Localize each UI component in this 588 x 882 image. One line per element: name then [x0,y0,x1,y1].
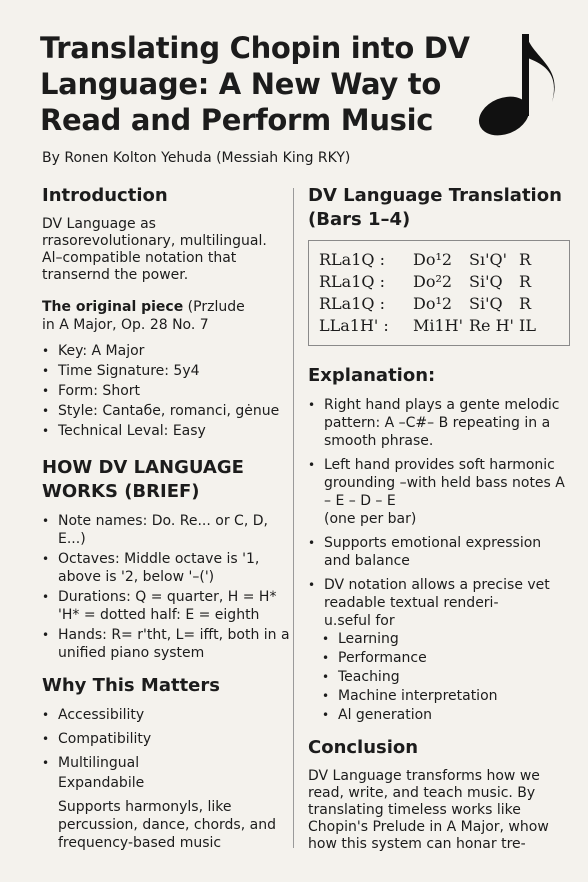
left-column [42,184,290,852]
list-item: • Compatibility [42,730,290,748]
list-item: • Hands: R= r'tht, L= ifft, both in a unified piano system [42,626,290,662]
table-cell: Si'Q [469,272,503,291]
intro-heading: Introduction [42,185,168,206]
table-cell: Mi1H' [413,316,464,335]
why-list [42,706,290,772]
list-item: • Teaching [308,668,570,686]
list-item: • Right hand plays a gente melodic pattern: A –C#– B repeating in a smooth phrase. [308,396,570,450]
table-row [319,315,559,337]
table-cell: R [519,294,532,313]
table-cell: R [519,250,532,269]
table-row [319,293,559,315]
list-item: • Time Signature: 5y4 [42,362,290,380]
list-item: • Key: A Major [42,342,290,360]
table-cell: Do¹2 [413,294,453,313]
translation-table [308,240,570,346]
table-cell: RLa1Q : [319,294,385,313]
conclusion-heading: Conclusion [308,737,419,758]
why-heading: Why This Matters [42,675,220,696]
how-list [42,512,290,662]
page-title: Translating Chopin into DV Language: A New Way to Read and Perform Music [40,31,470,137]
column-divider [293,188,294,848]
piece-details-list [42,342,290,440]
why-plain-item: Expandabile [58,775,145,791]
table-cell: RLa1Q : [319,250,385,269]
how-heading: HOW DV LANGUAGE WORKS (BRIEF) [42,457,244,502]
table-cell: LLa1H' : [319,316,389,335]
list-item: • Octaves: Middle octave is '1, above is '2, below '–(') [42,550,290,586]
list-item: • Al generation [308,706,570,724]
useful-label: u.seful for [324,613,395,629]
table-row [319,271,559,293]
explanation-list [308,396,570,510]
list-item: • Machine interpretation [308,687,570,705]
table-cell: RLa1Q : [319,272,385,291]
list-item: • Accessibility [42,706,290,724]
table-cell: R [519,272,532,291]
table-cell: Si'Q [469,294,503,313]
byline: By Ronen Kolton Yehuda (Messiah King RKY) [42,150,351,166]
list-item: • Note names: Do. Re... or C, D, E...) [42,512,290,548]
original-label-line2: in A Major, Op. 28 No. 7 [42,317,209,333]
useful-list [308,630,570,724]
list-item: • Left hand provides soft harmonic grounding –with held bass notes A – E – D – E [308,456,570,510]
intro-text: DV Language as rrasorevolutionary, multilingual. Al–compatible notation that transernd the power. [42,216,267,283]
explanation-heading: Explanation: [308,365,436,386]
table-row [319,249,559,271]
table-cell: IL [519,316,536,335]
table-cell: Re H' [469,316,514,335]
list-item: • DV notation allows a precise vet readable textual renderi- [308,576,570,612]
translation-heading: DV Language Translation (Bars 1–4) [308,185,562,230]
explanation-list-cont [308,534,570,612]
list-item: • Learning [308,630,570,648]
original-piece-label [42,298,290,334]
table-cell: Sı'Q' [469,250,507,269]
right-column [308,184,570,853]
list-item: • Multilingual [42,754,290,772]
explanation-plain-item: (one per bar) [324,511,417,527]
table-cell: Do²2 [413,272,453,291]
list-item: • Technical Leval: Easy [42,422,290,440]
list-item: • Supports emotional expression and balance [308,534,570,570]
original-label-bold: The original piece [42,299,184,315]
why-plain-item: Supports harmonyls, like percussion, dance, chords, and frequency-based music [58,799,276,851]
list-item: • Durations: Q = quarter, H = H* 'H* = dotted half: E = eighth [42,588,290,624]
list-item: • Performance [308,649,570,667]
conclusion-text: DV Language transforms how we read, write, and teach music. By translating timeless works like Chopin's Prelude in A Major, whow how this system can honar tre- [308,768,549,852]
list-item: • Form: Short [42,382,290,400]
table-cell: Do¹2 [413,250,453,269]
original-label-rest: (Przlude [183,299,245,315]
list-item: • Style: Cantaбe, romanci, gėnue [42,402,290,420]
music-note-icon [472,28,562,138]
